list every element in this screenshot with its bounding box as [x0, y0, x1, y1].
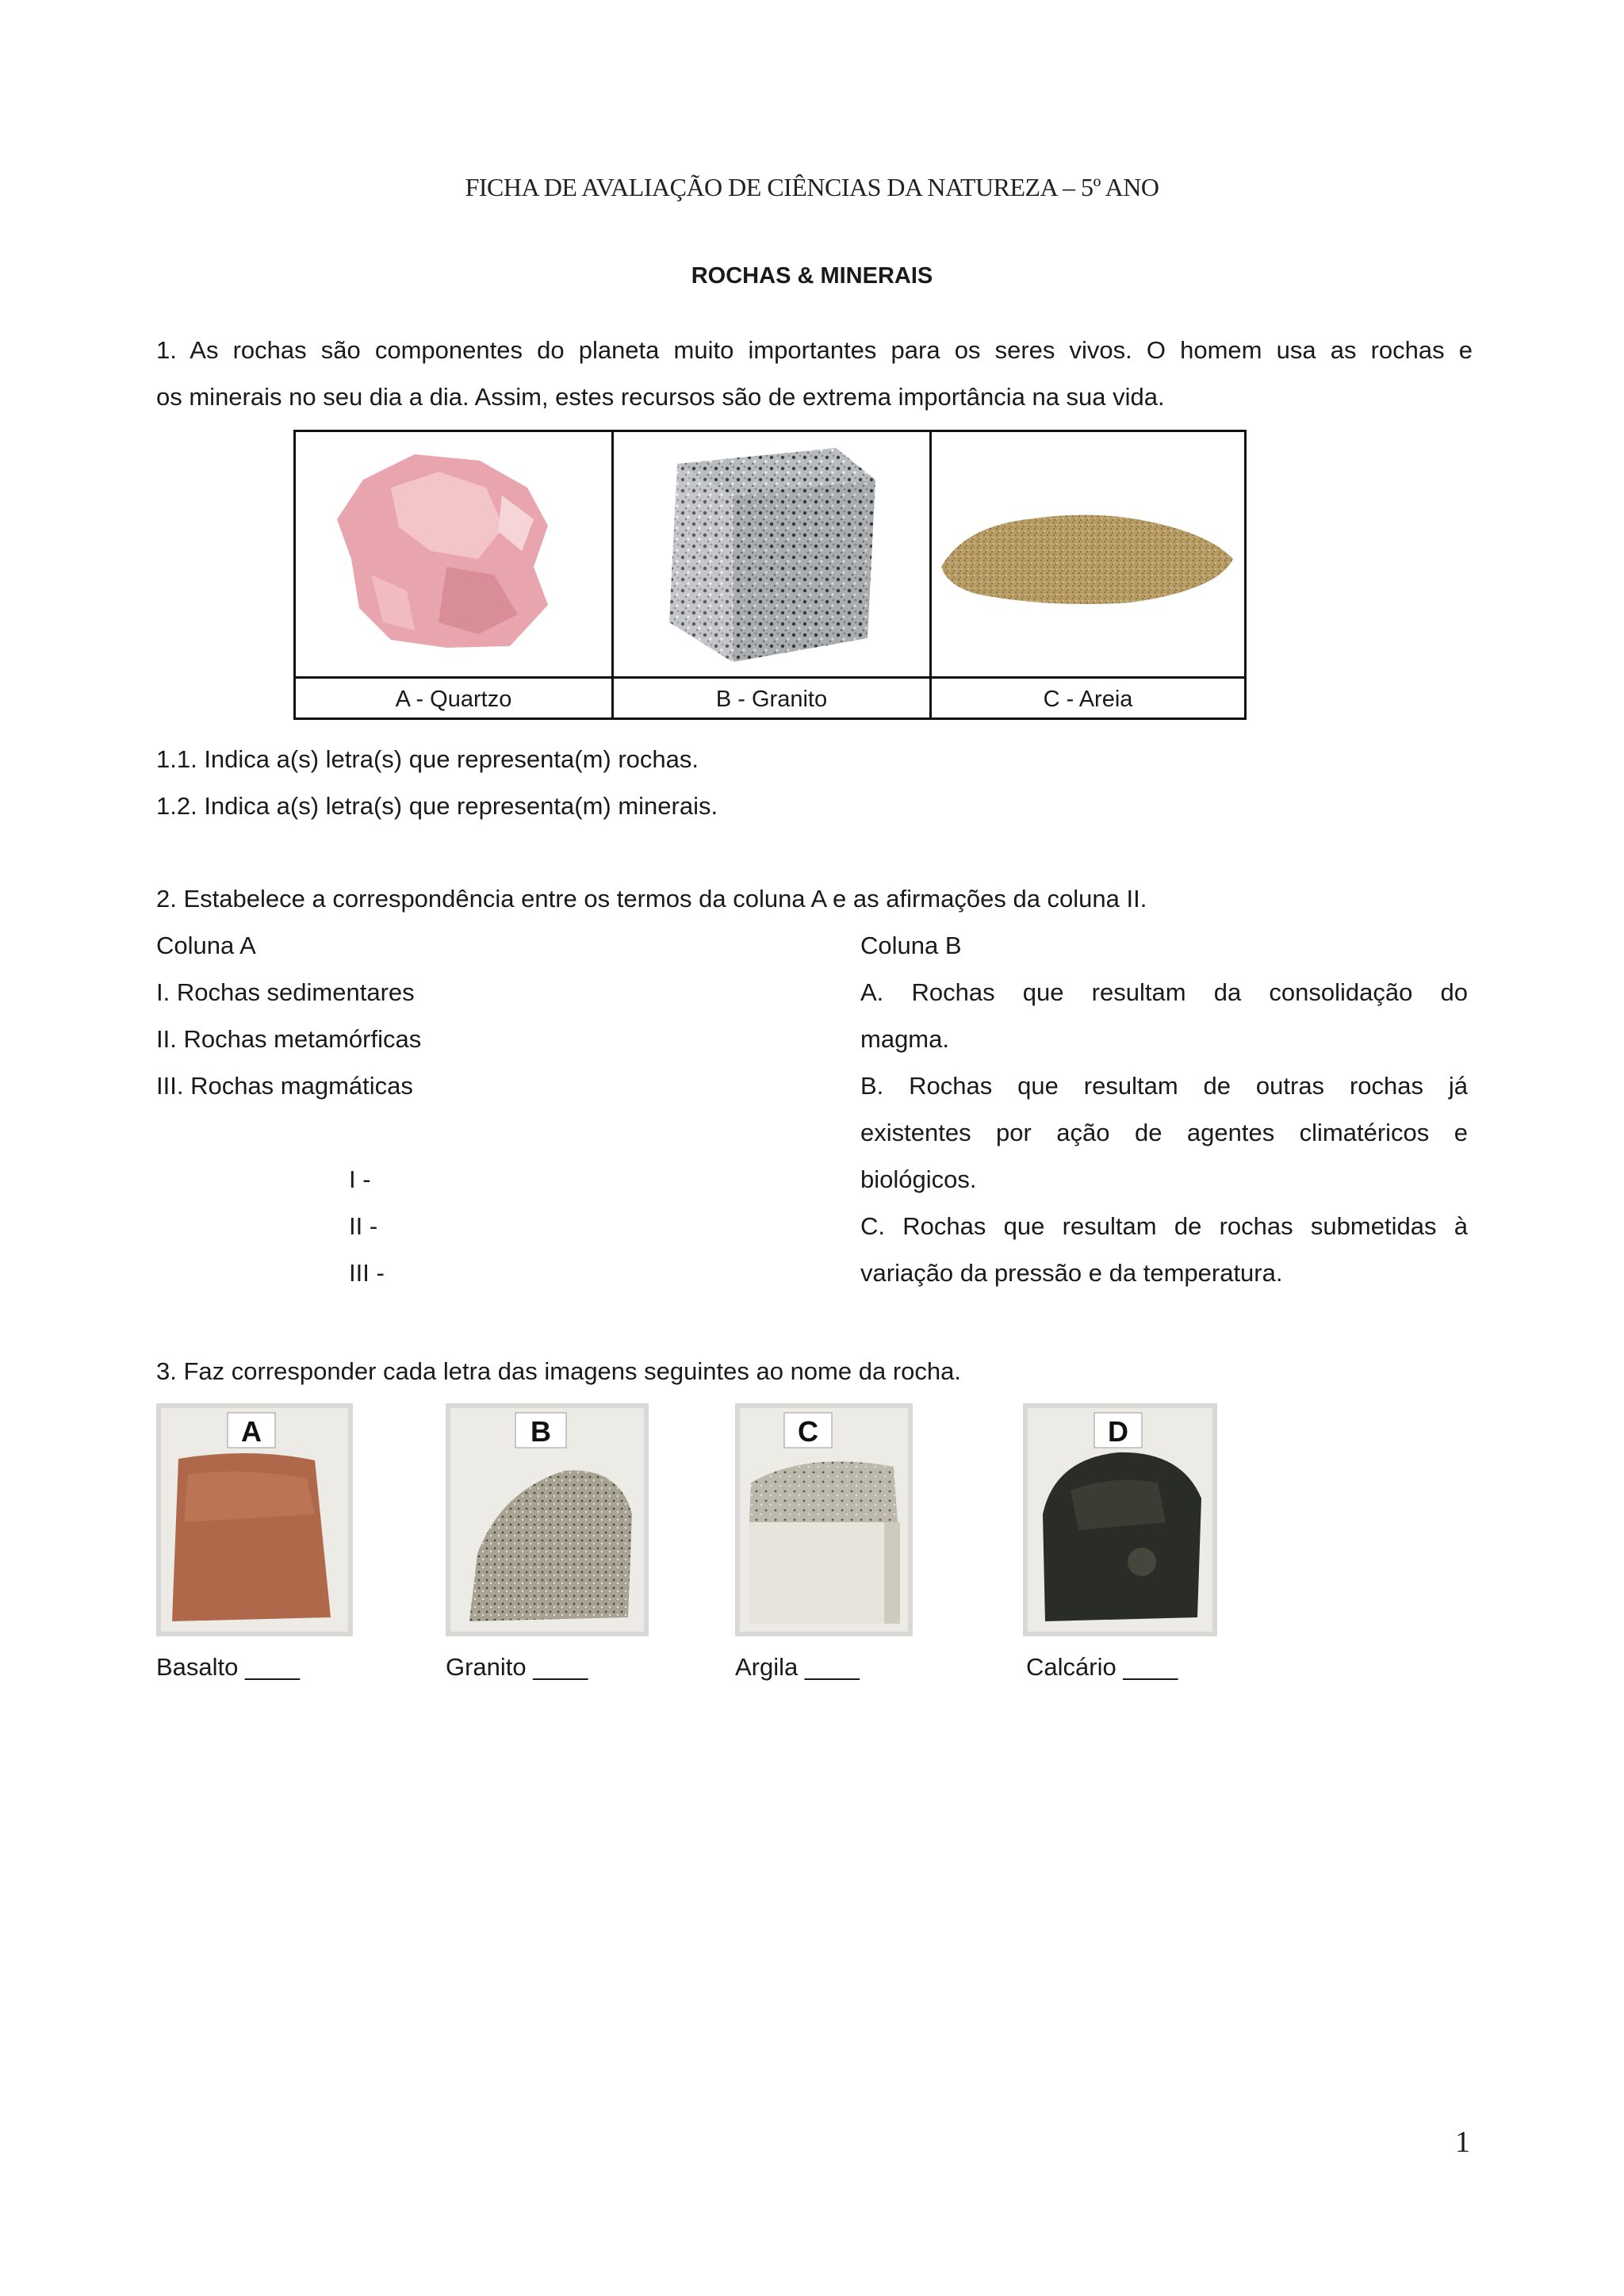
column-a — [156, 922, 711, 1109]
table-cell-granite — [611, 432, 929, 676]
page-number: 1 — [1455, 2126, 1470, 2159]
column-b-line: A. Rochas que resultam da consolidação do — [860, 978, 1468, 1006]
question-2-prompt: 2. Estabelece a correspondência entre os termos da coluna A e as afirmações da coluna II. — [156, 885, 1147, 913]
answer-blank-ii[interactable]: II - — [349, 1212, 378, 1240]
basalt-sample-photo-icon — [1023, 1403, 1217, 1636]
rock-name-limestone[interactable]: Calcário ____ — [1026, 1653, 1178, 1681]
rock-letter-d: D — [1108, 1415, 1128, 1448]
granite-sample-photo-icon — [446, 1403, 649, 1636]
question-1-line-1: 1. As rochas são componentes do planeta muito importantes para os seres vivos. O homem usa as rochas e — [156, 336, 1473, 364]
column-b-line: biológicos. — [860, 1165, 977, 1193]
rock-name-basalt[interactable]: Basalto ____ — [156, 1653, 300, 1681]
column-b-line: magma. — [860, 1025, 949, 1053]
table-label-a: A - Quartzo — [296, 676, 611, 720]
rock-sample-b — [446, 1403, 649, 1636]
question-3-prompt: 3. Faz corresponder cada letra das imagens seguintes ao nome da rocha. — [156, 1357, 961, 1385]
sand-pile-photo-icon — [932, 432, 1247, 676]
question-1-2: 1.2. Indica a(s) letra(s) que representa(m) minerais. — [156, 792, 718, 820]
column-b-line: variação da pressão e da temperatura. — [860, 1259, 1283, 1287]
sheet-title: FICHA DE AVALIAÇÃO DE CIÊNCIAS DA NATUREZA – 5º ANO — [465, 173, 1159, 201]
question-1-1: 1.1. Indica a(s) letra(s) que representa(m) rochas. — [156, 745, 699, 773]
column-b-header: Coluna B — [860, 932, 962, 959]
column-b-line: existentes por ação de agentes climatéricos e — [860, 1119, 1468, 1146]
column-b-line: B. Rochas que resultam de outras rochas já — [860, 1072, 1468, 1100]
column-b — [860, 922, 1468, 1296]
rock-letter-a: A — [241, 1415, 262, 1448]
rose-quartz-photo-icon — [296, 432, 611, 676]
rock-name-granite[interactable]: Granito ____ — [446, 1653, 588, 1681]
rock-sample-c — [735, 1403, 913, 1636]
section-title: ROCHAS & MINERAIS — [691, 263, 933, 289]
limestone-sample-photo-icon — [735, 1403, 913, 1636]
granite-block-photo-icon — [614, 432, 929, 676]
rock-sample-d — [1023, 1403, 1217, 1636]
table-label-c: C - Areia — [929, 676, 1244, 720]
question-1-text — [156, 327, 1473, 420]
clay-sample-photo-icon — [156, 1403, 353, 1636]
answer-blank-iii[interactable]: III - — [349, 1259, 385, 1287]
rock-letter-c: C — [798, 1415, 818, 1448]
table-cell-sand — [929, 432, 1244, 676]
rock-sample-a — [156, 1403, 353, 1636]
rock-letter-b: B — [530, 1415, 551, 1448]
column-b-line: C. Rochas que resultam de rochas submetidas à — [860, 1212, 1468, 1240]
column-a-item: II. Rochas metamórficas — [156, 1025, 422, 1053]
table-cell-quartz — [296, 432, 611, 676]
rock-name-clay[interactable]: Argila ____ — [735, 1653, 860, 1681]
answer-blank-i[interactable]: I - — [349, 1165, 371, 1193]
column-a-item: I. Rochas sedimentares — [156, 978, 415, 1006]
table-label-b: B - Granito — [611, 676, 929, 720]
minerals-table — [293, 430, 1247, 720]
column-a-header: Coluna A — [156, 932, 256, 959]
column-a-item: III. Rochas magmáticas — [156, 1072, 413, 1100]
question-1-line-2: os minerais no seu dia a dia. Assim, estes recursos são de extrema importância na sua vida. — [156, 383, 1165, 411]
